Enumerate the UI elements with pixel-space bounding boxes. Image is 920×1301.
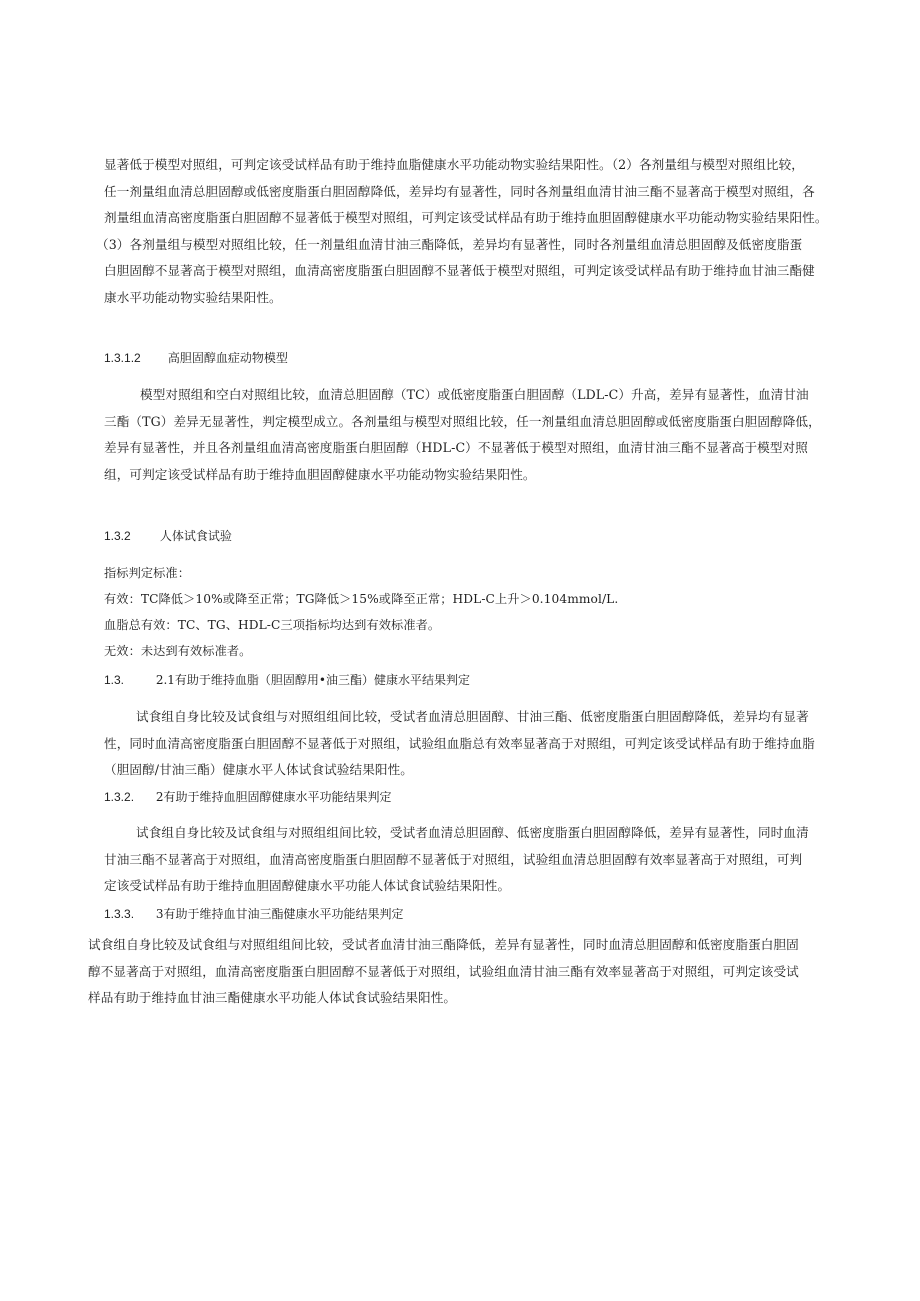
text-line: 试食组自身比较及试食组与对照组组间比较，受试者血清甘油三酯降低，差异有显著性，同时血清总胆固醇和低密度脂蛋白胆固 (88, 937, 799, 952)
text-line: （胆固醇/甘油三酯）健康水平人体试食试验结果阳性。 (104, 762, 413, 777)
section-number: 1.3.2. (104, 790, 135, 804)
section-title: 人体试食试验 (159, 529, 232, 543)
criteria-effective: 有效：TC降低＞10%或降至正常；TG降低＞15%或降至正常；HDL-C上升＞0.104mmol/L. (104, 592, 619, 606)
text-line: 样品有助于维持血甘油三酯健康水平功能人体试食试验结果阳性。 (88, 990, 457, 1005)
section-heading-1312 (104, 348, 288, 368)
section-title: 2.1有助于维持血脂（胆固醇用•油三酯）健康水平结果判定 (155, 673, 470, 687)
paragraph-1322 (104, 820, 809, 900)
section-heading-1322 (104, 787, 391, 807)
text-line: 三酯（TG）差异无显著性，判定模型成立。各剂量组与模型对照组比较，任一剂量组血清总胆固醇或低密度脂蛋白胆固醇降低， (104, 413, 821, 429)
text-line: 差异有显著性，并且各剂量组血清高密度脂蛋白胆固醇（HDL-C）不显著低于模型对照组，血清甘油三酯不显著高于模型对照 (104, 440, 808, 455)
section-heading-132 (104, 526, 232, 546)
criteria-total-effective: 血脂总有效：TC、TG、HDL-C三项指标均达到有效标准者。 (104, 618, 441, 632)
text-line: 任一剂量组血清总胆固醇或低密度脂蛋白胆固醇降低，差异均有显著性，同时各剂量组血清甘油三酯不显著高于模型对照组，各 (104, 183, 815, 199)
section-number: 1.3.3. (104, 907, 135, 921)
paragraph-1321 (104, 704, 815, 784)
section-number: 1.3.1.2 (104, 351, 141, 365)
text-line: 白胆固醇不显著高于模型对照组，血清高密度脂蛋白胆固醇不显著低于模型对照组，可判定该受试样品有助于维持血甘油三酯健 (104, 263, 815, 278)
section-heading-1323 (104, 904, 403, 924)
section-title: 高胆固醇血症动物模型 (167, 351, 288, 365)
text-line: 定该受试样品有助于维持血胆固醇健康水平功能人体试食试验结果阳性。 (104, 878, 511, 893)
text-line: 康水平功能动物实验结果阳性。 (104, 289, 282, 305)
intro-paragraph (96, 152, 828, 311)
text-line: 模型对照组和空白对照组比较，血清总胆固醇（TC）或低密度脂蛋白胆固醇（LDL-C）升高，差异有显著性，血清甘油 (140, 387, 809, 402)
paragraph-1323 (88, 932, 799, 1012)
text-line: 剂量组血清高密度脂蛋白胆固醇不显著低于模型对照组，可判定该受试样品有助于维持血胆固醇健康水平功能动物实验结果阳性。 (104, 210, 828, 225)
section-number: 1.3. (104, 673, 125, 687)
criteria-list (104, 560, 618, 664)
section-title: 2有助于维持血胆固醇健康水平功能结果判定 (155, 790, 392, 804)
section-heading-1321 (104, 670, 470, 690)
text-line: 试食组自身比较及试食组与对照组组间比较，受试者血清总胆固醇、甘油三酯、低密度脂蛋白胆固醇降低，差异均有显著 (136, 709, 809, 724)
text-line: 组，可判定该受试样品有助于维持血胆固醇健康水平功能动物实验结果阳性。 (104, 466, 536, 482)
text-line: 醇不显著高于对照组，血清高密度脂蛋白胆固醇不显著低于对照组，试验组血清甘油三酯有效率显著高于对照组，可判定该受试 (88, 963, 799, 979)
criteria-heading: 指标判定标准： (104, 566, 191, 580)
text-line: 试食组自身比较及试食组与对照组组间比较，受试者血清总胆固醇、低密度脂蛋白胆固醇降低，差异有显著性，同时血清 (136, 825, 809, 840)
text-line: （3）各剂量组与模型对照组比较，任一剂量组血清甘油三酯降低，差异均有显著性，同时各剂量组血清总胆固醇及低密度脂蛋 (96, 236, 803, 252)
section-title: 3有助于维持血甘油三酯健康水平功能结果判定 (155, 907, 404, 921)
text-line: 甘油三酯不显著高于对照组，血清高密度脂蛋白胆固醇不显著低于对照组，试验组血清总胆固醇有效率显著高于对照组，可判 (104, 851, 803, 867)
paragraph-1312 (104, 382, 821, 488)
text-line: 显著低于模型对照组，可判定该受试样品有助于维持血脂健康水平功能动物实验结果阳性。（2）各剂量组与模型对照组比较， (104, 157, 804, 172)
text-line: 性，同时血清高密度脂蛋白胆固醇不显著低于对照组，试验组血脂总有效率显著高于对照组，可判定该受试样品有助于维持血脂 (104, 735, 815, 751)
criteria-ineffective: 无效：未达到有效标准者。 (104, 644, 252, 658)
section-number: 1.3.2 (104, 529, 131, 543)
